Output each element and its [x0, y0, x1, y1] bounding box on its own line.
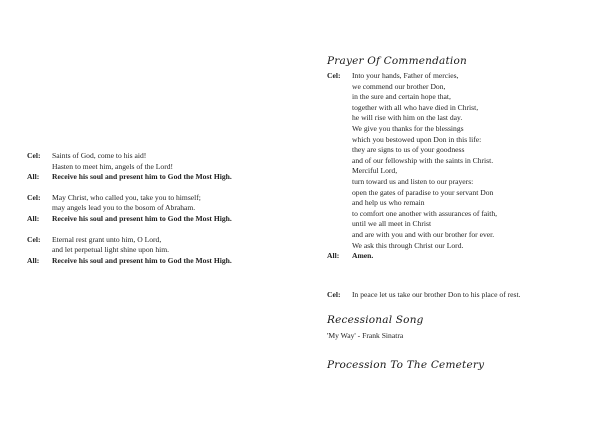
- text-line: [327, 103, 497, 114]
- text-line: [327, 166, 497, 177]
- text-line: [327, 177, 497, 188]
- text-line: [327, 124, 497, 135]
- recessional-song: 'My Way' - Frank Sinatra: [327, 331, 404, 340]
- text-line: [327, 219, 497, 230]
- text-line: [27, 203, 232, 214]
- speaker-label: [327, 92, 352, 103]
- prayer-heading: Prayer Of Commendation: [327, 55, 467, 67]
- line-text: they are signs to us of your goodness: [352, 145, 465, 155]
- text-line: [327, 209, 497, 220]
- speaker-label: [327, 82, 352, 93]
- speaker-label: [27, 162, 52, 173]
- closing-line: [327, 290, 520, 301]
- text-line: [327, 71, 497, 82]
- line-text: Merciful Lord,: [352, 166, 398, 176]
- text-line: [27, 151, 232, 162]
- text-line: [27, 256, 232, 267]
- line-text: Eternal rest grant unto him, O Lord,: [52, 234, 162, 244]
- speaker-label: [327, 103, 352, 114]
- speaker-label: [327, 166, 352, 177]
- text-line: [27, 245, 232, 256]
- closing-text: In peace let us take our brother Don to his place of rest.: [352, 290, 521, 299]
- line-text: in the sure and certain hope that,: [352, 92, 451, 102]
- line-text: Receive his soul and present him to God the Most High.: [52, 213, 232, 223]
- speaker-label: [327, 124, 352, 135]
- line-text: and help us who remain: [352, 198, 425, 208]
- speaker-label: [327, 113, 352, 124]
- speaker-label: All:: [27, 255, 40, 265]
- procession-heading: Procession To The Cemetery: [327, 359, 485, 371]
- line-text: and are with you and with our brother for ever.: [352, 229, 495, 239]
- line-text: Hasten to meet him, angels of the Lord!: [52, 161, 174, 171]
- line-text: he will rise with him on the last day.: [352, 113, 463, 123]
- line-text: may angels lead you to the bosom of Abraham.: [52, 203, 196, 213]
- speaker-label: All:: [327, 251, 340, 261]
- speaker-label: [327, 145, 352, 156]
- speaker-label: [327, 241, 352, 252]
- text-line: [327, 251, 497, 262]
- line-text: Into your hands, Father of mercies,: [352, 71, 459, 80]
- line-text: and let perpetual light shine upon him.: [52, 245, 170, 255]
- speaker-label: [327, 156, 352, 167]
- right-page: [300, 0, 600, 425]
- speaker-label: Cel:: [27, 234, 41, 244]
- text-line: [327, 135, 497, 146]
- text-line: [327, 92, 497, 103]
- text-line: [327, 241, 497, 252]
- line-text: We give you thanks for the blessings: [352, 123, 464, 133]
- line-text: until we all meet in Christ: [352, 219, 432, 229]
- speaker-label: [327, 209, 352, 220]
- line-text: Receive his soul and present him to God the Most High.: [52, 172, 232, 182]
- recessional-heading: Recessional Song: [327, 314, 424, 326]
- line-text: open the gates of paradise to your servant Don: [352, 187, 494, 197]
- line-text: May Christ, who called you, take you to himself;: [52, 192, 201, 202]
- text-line: [27, 172, 232, 183]
- text-line: [27, 235, 232, 246]
- text-line: [327, 230, 497, 241]
- text-line: [327, 82, 497, 93]
- speaker-label: [27, 203, 52, 214]
- line-text: to comfort one another with assurances of faith,: [352, 208, 498, 218]
- text-line: [27, 193, 232, 204]
- speaker-label: Cel:: [27, 192, 41, 202]
- speaker-label: Cel:: [27, 151, 41, 160]
- text-line: [327, 188, 497, 199]
- text-line: [27, 162, 232, 173]
- line-text: we commend our brother Don,: [352, 81, 446, 91]
- line-text: Receive his soul and present him to God the Most High.: [52, 255, 232, 265]
- text-line: [27, 214, 232, 225]
- text-line: [327, 198, 497, 209]
- line-text: Saints of God, come to his aid!: [52, 151, 147, 160]
- speaker-label: All:: [27, 213, 40, 223]
- prayer-of-commendation: [327, 71, 497, 262]
- text-line: [327, 145, 497, 156]
- speaker-label: All:: [27, 172, 40, 182]
- speaker-label: [327, 198, 352, 209]
- speaker-label: [327, 230, 352, 241]
- line-text: Amen.: [352, 251, 374, 261]
- speaker-label: Cel:: [327, 71, 341, 80]
- text-line: [327, 156, 497, 167]
- line-text: which you bestowed upon Don in this life:: [352, 134, 482, 144]
- speaker-label: [27, 245, 52, 256]
- closing-speaker: Cel:: [327, 290, 341, 299]
- speaker-label: [327, 177, 352, 188]
- speaker-label: [327, 135, 352, 146]
- speaker-label: [327, 219, 352, 230]
- line-text: turn toward us and listen to our prayers:: [352, 176, 474, 186]
- text-line: [327, 113, 497, 124]
- line-text: We ask this through Christ our Lord.: [352, 240, 464, 250]
- line-text: and of our fellowship with the saints in Christ.: [352, 155, 494, 165]
- speaker-label: [327, 188, 352, 199]
- line-text: together with all who have died in Christ,: [352, 102, 479, 112]
- litany-responses: [27, 151, 232, 266]
